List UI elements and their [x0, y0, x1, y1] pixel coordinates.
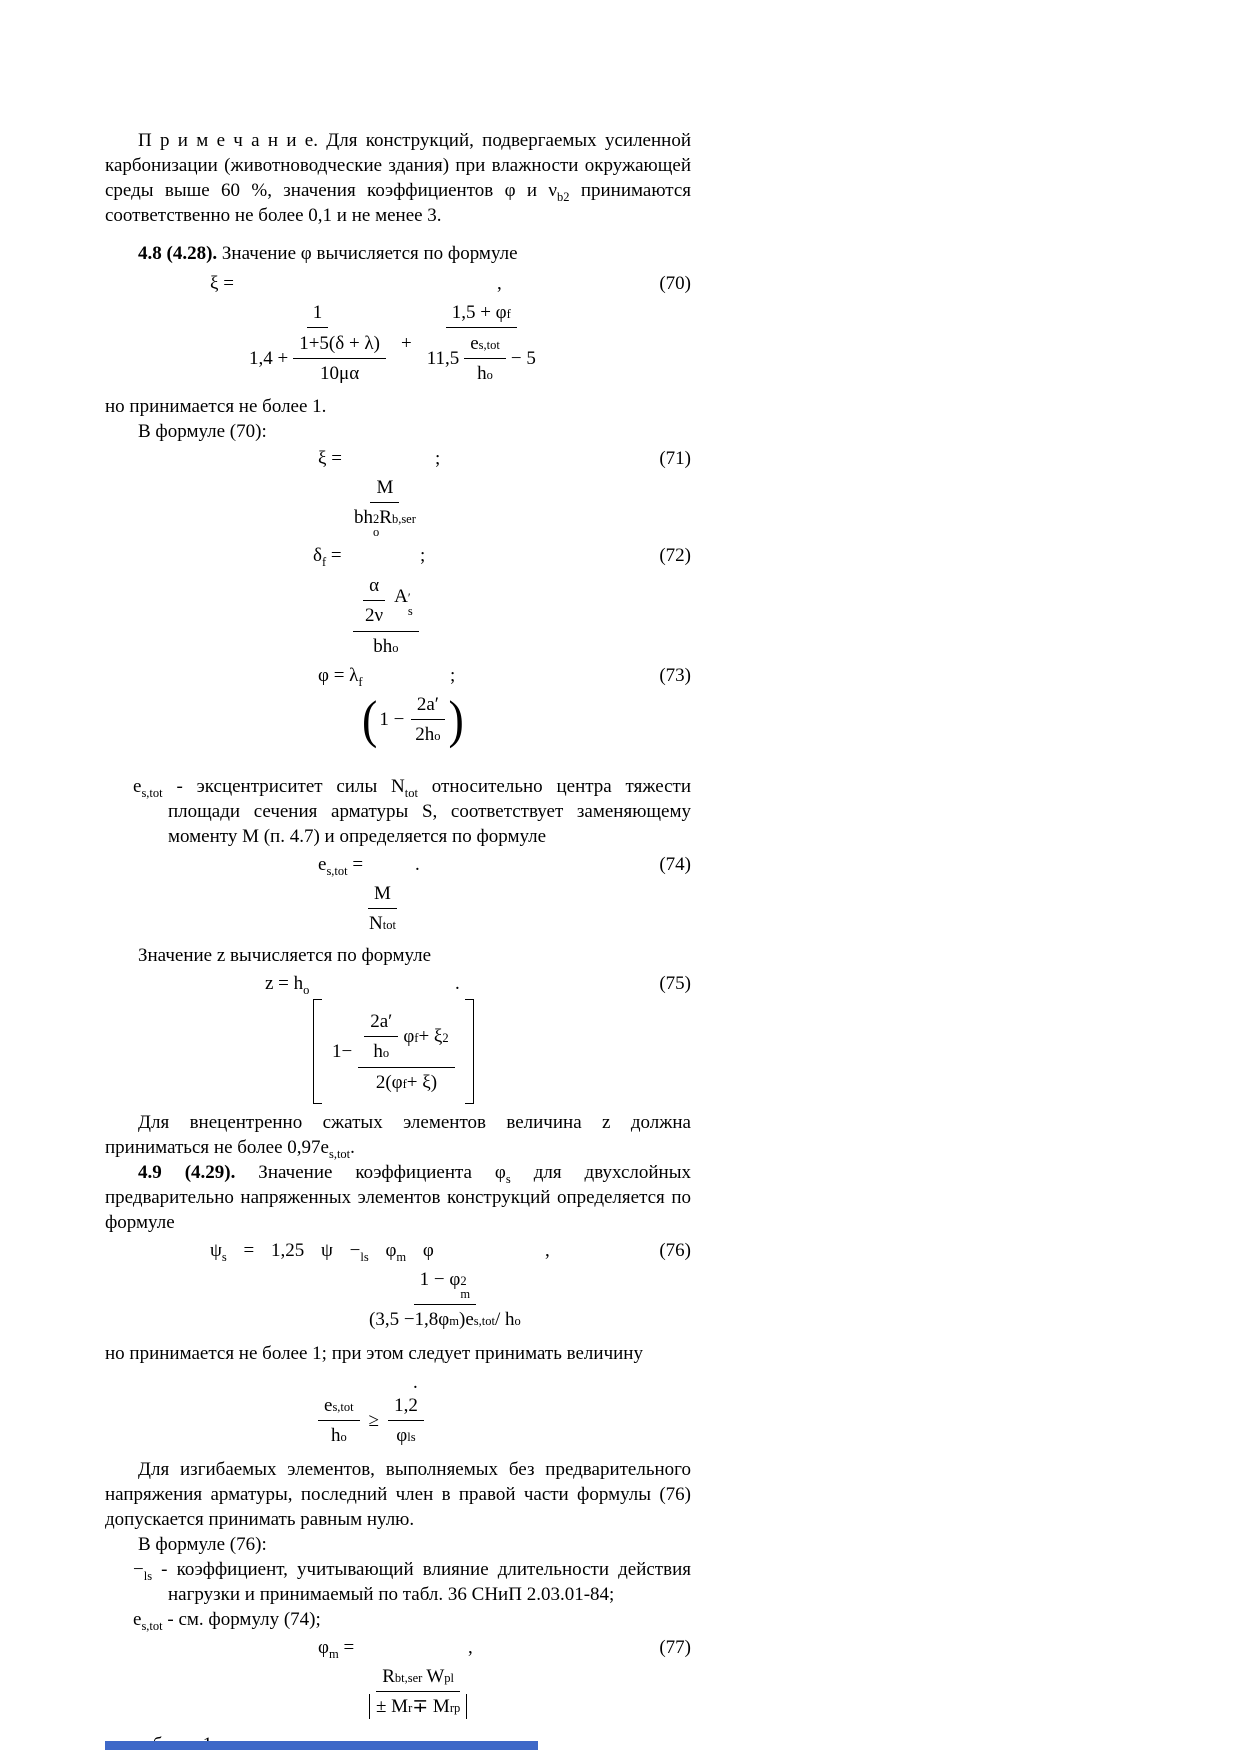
formula-74-lhs: $e_{s,tot}$ = [318, 854, 364, 879]
definition-phi-ls: $-_{ls}$ - коэффициент, учитывающий влияние длительности действия нагрузки и принимаемый по табл. 36 СНиП 2.03.01-84; [133, 1558, 691, 1605]
formula-76-number: (76) [659, 1240, 691, 1262]
formula-71-number: (71) [659, 448, 691, 469]
footer-bar [105, 1741, 538, 1750]
abs-bar-right [466, 1694, 467, 1719]
formula-76 [105, 1238, 691, 1332]
formula-73-punct: ; [450, 665, 456, 687]
formula-76-lhs: $\psi_s = 1,25$ $\psi -_{ls}$ $\varphi_m$ φ [210, 1240, 434, 1265]
section-4-9-paragraph: 4.9 (4.29). Значение коэффициента $\varphi_s$ для двухслойных предварительно напряженных элементов конструкций определяется по формуле [105, 1162, 691, 1234]
fraction: 1 − φ 2 m (3,5 −1,8φ m )e s,tot / h o [363, 1266, 527, 1332]
open-paren: ( [362, 689, 378, 749]
formula-73-number: (73) [659, 665, 691, 687]
formula-72-lhs: $\delta_f$ = [313, 545, 342, 570]
paragraph-z: Значение z вычисляется по формуле [138, 945, 432, 967]
document-page [105, 128, 691, 1757]
inequality-dot-row [105, 1370, 691, 1393]
formula-77-number: (77) [659, 1636, 691, 1658]
formula-72-number: (72) [659, 545, 691, 567]
formula-72-head [105, 543, 691, 569]
fraction: 1,2 φ ls [388, 1392, 424, 1449]
formula-74-number: (74) [659, 854, 691, 876]
section-4-9-number: 4.9 (4.29). [138, 1162, 236, 1184]
formula-75-number: (75) [659, 973, 691, 995]
formula-72-body [353, 571, 691, 660]
fraction: M bh 2 o R b,ser [348, 474, 422, 540]
paragraph-compressed: Для внецентренно сжатых элементов величина z должна приниматься не более $0,97e_{s,tot}$. [105, 1112, 691, 1162]
section-4-8-paragraph [105, 241, 691, 266]
formula-71 [105, 446, 691, 540]
note-text-2: принимаются соответственно не более 0,1 и не менее 3. [105, 180, 691, 226]
paragraph-bending: Для изгибаемых элементов, выполняемых без предварительного напряжения арматуры, последний член в правой части формулы (76) допускается принимать равным нулю. [105, 1458, 691, 1530]
formula-70-head [105, 271, 691, 297]
formula-77 [105, 1635, 691, 1720]
formula-72-punct: ; [420, 545, 426, 567]
square-bracket-group: 1− 2a′ h o φ f + ξ 2 2(φ f + ξ) [313, 999, 474, 1104]
close-paren: ) [448, 689, 464, 749]
fraction: 1,5 + φ f 11,5 e s,tot h o − 5 [421, 299, 542, 388]
formula-70-number: (70) [659, 273, 691, 294]
paragraph-not-more-1: но принимается не более 1. [105, 396, 327, 417]
formula-76-body [363, 1266, 691, 1332]
paragraph-in-formula-76: В формуле (76): [138, 1533, 267, 1555]
geq-operator: ≥ [368, 1409, 380, 1431]
formula-71-punct: ; [435, 448, 441, 469]
formula-70 [105, 271, 691, 388]
abs-value-group: ± M r ∓ M rp [369, 1694, 467, 1719]
fraction: $\frac{\alpha}{2\nu}$ [359, 572, 389, 629]
formula-73 [105, 663, 691, 748]
formula-74-head [105, 852, 691, 878]
fraction: 2a′ h o φ f + ξ 2 2(φ f + ξ) [358, 1007, 454, 1096]
inequality-block [105, 1370, 691, 1449]
definition-estot-2: $e_{s,tot}$ - см. формулу (74); [133, 1608, 321, 1633]
formula-74 [105, 852, 691, 937]
fraction: 2a′ h o [364, 1008, 398, 1065]
formula-75-lhs: $z = h_o$ [265, 973, 310, 998]
fraction: R bt,ser W pl ± M r ∓ M rp [363, 1663, 473, 1720]
formula-76-punct: , [545, 1240, 550, 1262]
formula-74-punct: . [415, 854, 420, 876]
formula-75-body [313, 999, 691, 1104]
note-lead: П р и м е ч а н и е. [138, 130, 318, 151]
formula-75-punct: . [455, 973, 460, 995]
note-text-1: Для конструкций, подвергаемых усиленной карбонизации (животноводческие здания) при влажности окружающей среды выше 60 %, значения коэффициентов φ и ν [105, 130, 691, 201]
inequality-dot: . [413, 1371, 418, 1393]
fraction: M N tot [363, 880, 402, 937]
section-4-8-text: Значение φ вычисляется по формуле [217, 243, 518, 264]
formula-76-head [105, 1238, 691, 1264]
formula-77-body [363, 1663, 691, 1720]
fraction: 1 1,4 + $\frac{1+5(\delta + \lambda)}{10\mu\alpha}$ [243, 299, 392, 388]
formula-74-body [363, 880, 691, 937]
close-bracket [465, 999, 474, 1104]
formula-72 [105, 543, 691, 660]
formula-73-body: ( 1 − 2a′ 2h o ) [362, 689, 464, 749]
fraction: $\frac{1+5(\delta + \lambda)}{10\mu\alpha}$ [293, 330, 386, 387]
formula-70-punct: , [497, 273, 502, 294]
plus-operator: + [400, 333, 412, 354]
fraction: $\frac{\alpha}{2\nu}$ A ′ s bh o [353, 571, 419, 660]
formula-77-head [105, 1635, 691, 1661]
formula-77-punct: , [468, 1636, 473, 1658]
formula-71-body [348, 474, 691, 540]
formula-75 [105, 971, 691, 1104]
formula-77-lhs: $\varphi_m$ = [318, 1636, 355, 1661]
formula-70-body [243, 299, 691, 388]
fraction: 2a′ 2h o [409, 691, 446, 748]
paragraph-not-more-1b: но принимается не более 1; при этом следует принимать величину [105, 1342, 643, 1364]
paragraph-in-formula-70: В формуле (70): [138, 421, 267, 442]
formula-75-head [105, 971, 691, 997]
open-bracket [313, 999, 322, 1104]
formula-73-lhs: $\varphi = \lambda_f$ [318, 665, 363, 690]
formula-71-lhs: ξ = [318, 448, 342, 469]
formula-71-head [105, 446, 691, 472]
formula-73-head [105, 663, 691, 689]
note-sub-b2: b2 [557, 189, 570, 204]
inequality-body [318, 1392, 691, 1449]
fraction: e s,tot h o [318, 1392, 360, 1449]
fraction: e s,tot h o [464, 330, 506, 387]
section-4-8-number: 4.8 (4.28). [138, 243, 218, 264]
note-paragraph [105, 128, 691, 228]
definition-estot: $e_{s,tot}$ - эксцентриситет силы $N_{tot}$ относительно центра тяжести площади сечения арматуры S, соответствует заменяющему моменту М (п. 4.7) и определяется по формуле [133, 776, 692, 848]
formula-70-lhs: ξ = [210, 273, 234, 294]
